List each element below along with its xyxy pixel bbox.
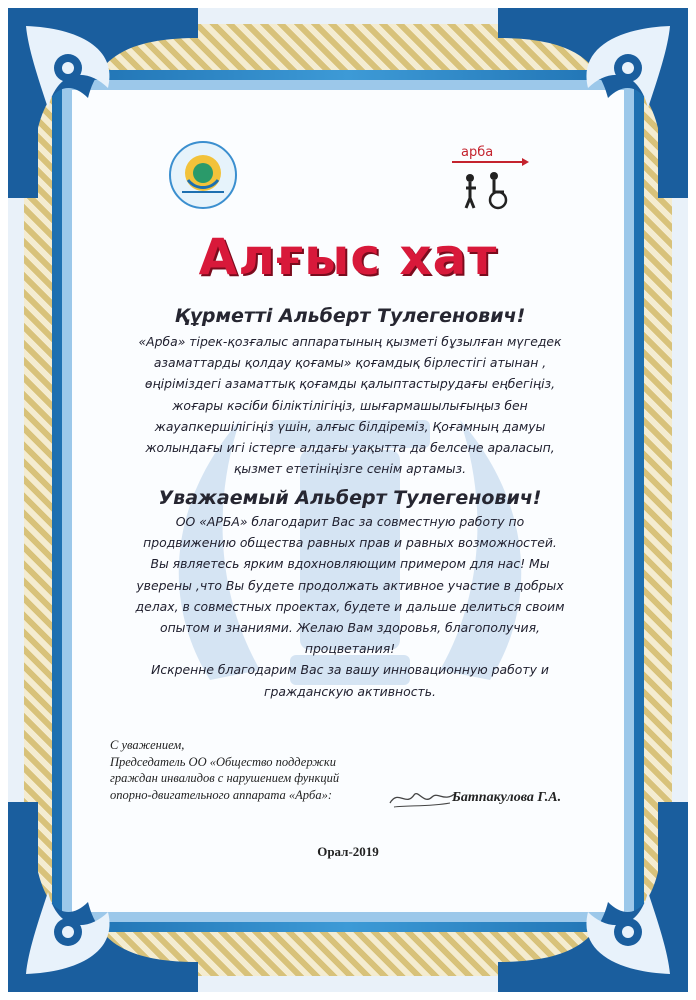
kazakh-line: «Арба» тірек-қозғалыс аппаратының қызметі бұзылған мүгедек [138,334,562,349]
kazakh-line: жауапкершілігіңіз үшін, алғыс білдіреміз, Қоғамның дамуы [154,418,546,434]
signature-line: С уважением, [110,738,185,752]
russian-line: делах, в совместных проектах, будете и дальше делиться своим [135,598,565,614]
russian-greeting: Уважаемый Альберт Тулегенович! [158,487,542,509]
russian-text-block [120,487,580,702]
signature-line: граждан инвалидов с нарушением функций [110,771,340,785]
russian-line: гражданскую активность. [264,683,436,699]
signer-name: Батпакулова Г.А. [452,790,562,805]
handwritten-signature [388,785,458,811]
kazakh-line: өңіріміздегі азаматтық қоғамды қалыптастырудағы еңбегіңіз, [144,376,556,392]
arba-logo-text: арба [458,145,496,160]
russian-line: ОО «АРБА» благодарит Вас за совместную работу по [175,514,525,529]
certificate-title: Алғыс хат [198,228,498,286]
russian-line: Вы являетесь ярким вдохновляющим примером для нас! Мы [150,556,550,572]
kazakh-text-block [120,305,580,479]
kazakh-body [120,331,580,479]
signature-line: опорно-двигательного аппарата «Арба»: [110,787,332,802]
kazakh-greeting: Құрметті Альберт Тулегенович! [174,305,526,327]
kazakh-line: азаматтарды қолдау қоғамы» қоғамдық бірлестігі атынан , [153,355,547,371]
kazakh-line: қызмет ететініңізге сенім артамыз. [233,461,467,477]
russian-line: Искренне благодарим Вас за вашу инновационную работу и [151,662,549,678]
corner-ornament-bottom-right [498,802,688,992]
city-year: Орал-2019 [317,844,379,859]
assembly-emblem-logo [168,140,238,210]
arba-logo [450,145,530,210]
signature-line: Председатель ОО «Общество поддержки [110,754,336,769]
kazakh-line: жолындағы игі істерге алдағы уақытта да белсене араласып, [145,440,555,456]
russian-line: процветания! [304,641,396,657]
russian-line: продвижению общества равных прав и равных возможностей. [143,535,557,551]
russian-body [120,511,580,702]
corner-ornament-bottom-left [8,802,198,992]
russian-line: уверены ,что Вы будете продолжать активное участие в добрых [136,577,564,593]
kazakh-line: жоғары кәсіби біліктілігіңіз, шығармашылығыңыз бен [172,397,528,413]
russian-line: опытом и знаниями. Желаю Вам здоровья, благополучия, [159,620,540,636]
